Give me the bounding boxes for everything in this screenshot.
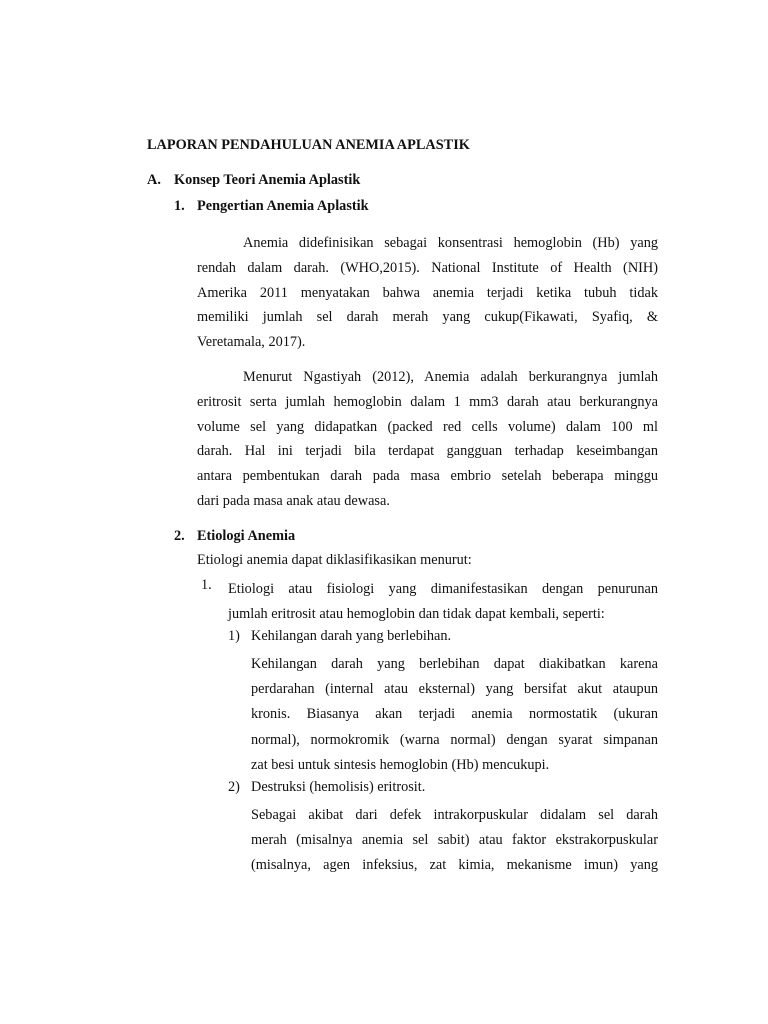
sub-item-1-marker: 1) (228, 628, 240, 644)
etiology-intro: Etiologi anemia dapat diklasifikasikan menurut: (197, 552, 472, 568)
text-line: rendah dalam darah. (WHO,2015). National Institute of Health (NIH) (197, 259, 658, 276)
text-line: zat besi untuk sintesis hemoglobin (Hb) mencukupi. (251, 756, 550, 773)
subsection-2-marker: 2. (174, 528, 185, 544)
text-line: volume sel yang didapatkan (packed red cells volume) dalam 100 ml (197, 418, 658, 435)
text-line: darah. Hal ini terjadi bila terdapat gangguan terhadap keseimbangan (197, 443, 658, 460)
text-line: dari pada masa anak atau dewasa. (197, 492, 390, 509)
text-line: Kehilangan darah yang berlebihan dapat diakibatkan karena (251, 656, 658, 672)
definition-paragraph-1 (197, 231, 658, 355)
section-a-marker: A. (147, 172, 161, 188)
sub-item-2-title: Destruksi (hemolisis) eritrosit. (251, 779, 426, 795)
text-line: kronis. Biasanya akan terjadi anemia normostatik (ukuran (251, 706, 658, 723)
text-line: Etiologi atau fisiologi yang dimanifestasikan dengan penurunan (228, 581, 658, 597)
list-item-1-marker: 1. (201, 577, 212, 593)
sub-item-1-body (251, 652, 658, 778)
text-line: Anemia didefinisikan sebagai konsentrasi hemoglobin (Hb) yang (243, 235, 658, 251)
text-line: (misalnya, agen infeksius, zat kimia, mekanisme imun) yang (251, 857, 658, 874)
text-line: jumlah eritrosit atau hemoglobin dan tidak dapat kembali, seperti: (228, 605, 605, 622)
sub-item-2-marker: 2) (228, 779, 240, 795)
text-line: eritrosit serta jumlah hemoglobin dalam 1 mm3 darah atau berkurangnya (197, 393, 658, 410)
text-line: perdarahan (internal atau eksternal) yang bersifat akut ataupun (251, 681, 658, 698)
text-line: Sebagai akibat dari defek intrakorpuskular didalam sel darah (251, 807, 658, 823)
subsection-1-marker: 1. (174, 198, 185, 214)
text-line: antara pembentukan darah pada masa embrio setelah beberapa minggu (197, 468, 658, 485)
subsection-1-heading: Pengertian Anemia Aplastik (197, 198, 369, 214)
sub-item-2-body (251, 803, 658, 879)
subsection-2-heading: Etiologi Anemia (197, 528, 296, 544)
text-line: Menurut Ngastiyah (2012), Anemia adalah berkurangnya jumlah (243, 369, 658, 385)
list-item-1-text (228, 577, 658, 627)
text-line: Amerika 2011 menyatakan bahwa anemia terjadi ketika tubuh tidak (197, 284, 658, 301)
text-line: memiliki jumlah sel darah merah yang cukup(Fikawati, Syafiq, & (197, 309, 658, 326)
text-line: Veretamala, 2017). (197, 334, 306, 351)
section-a-heading: Konsep Teori Anemia Aplastik (174, 172, 361, 188)
document-title: LAPORAN PENDAHULUAN ANEMIA APLASTIK (147, 137, 470, 153)
definition-paragraph-2 (197, 365, 658, 514)
text-line: merah (misalnya anemia sel sabit) atau faktor ekstrakorpuskular (251, 832, 658, 849)
sub-item-1-title: Kehilangan darah yang berlebihan. (251, 628, 452, 644)
text-line: normal), normokromik (warna normal) dengan syarat simpanan (251, 731, 658, 748)
